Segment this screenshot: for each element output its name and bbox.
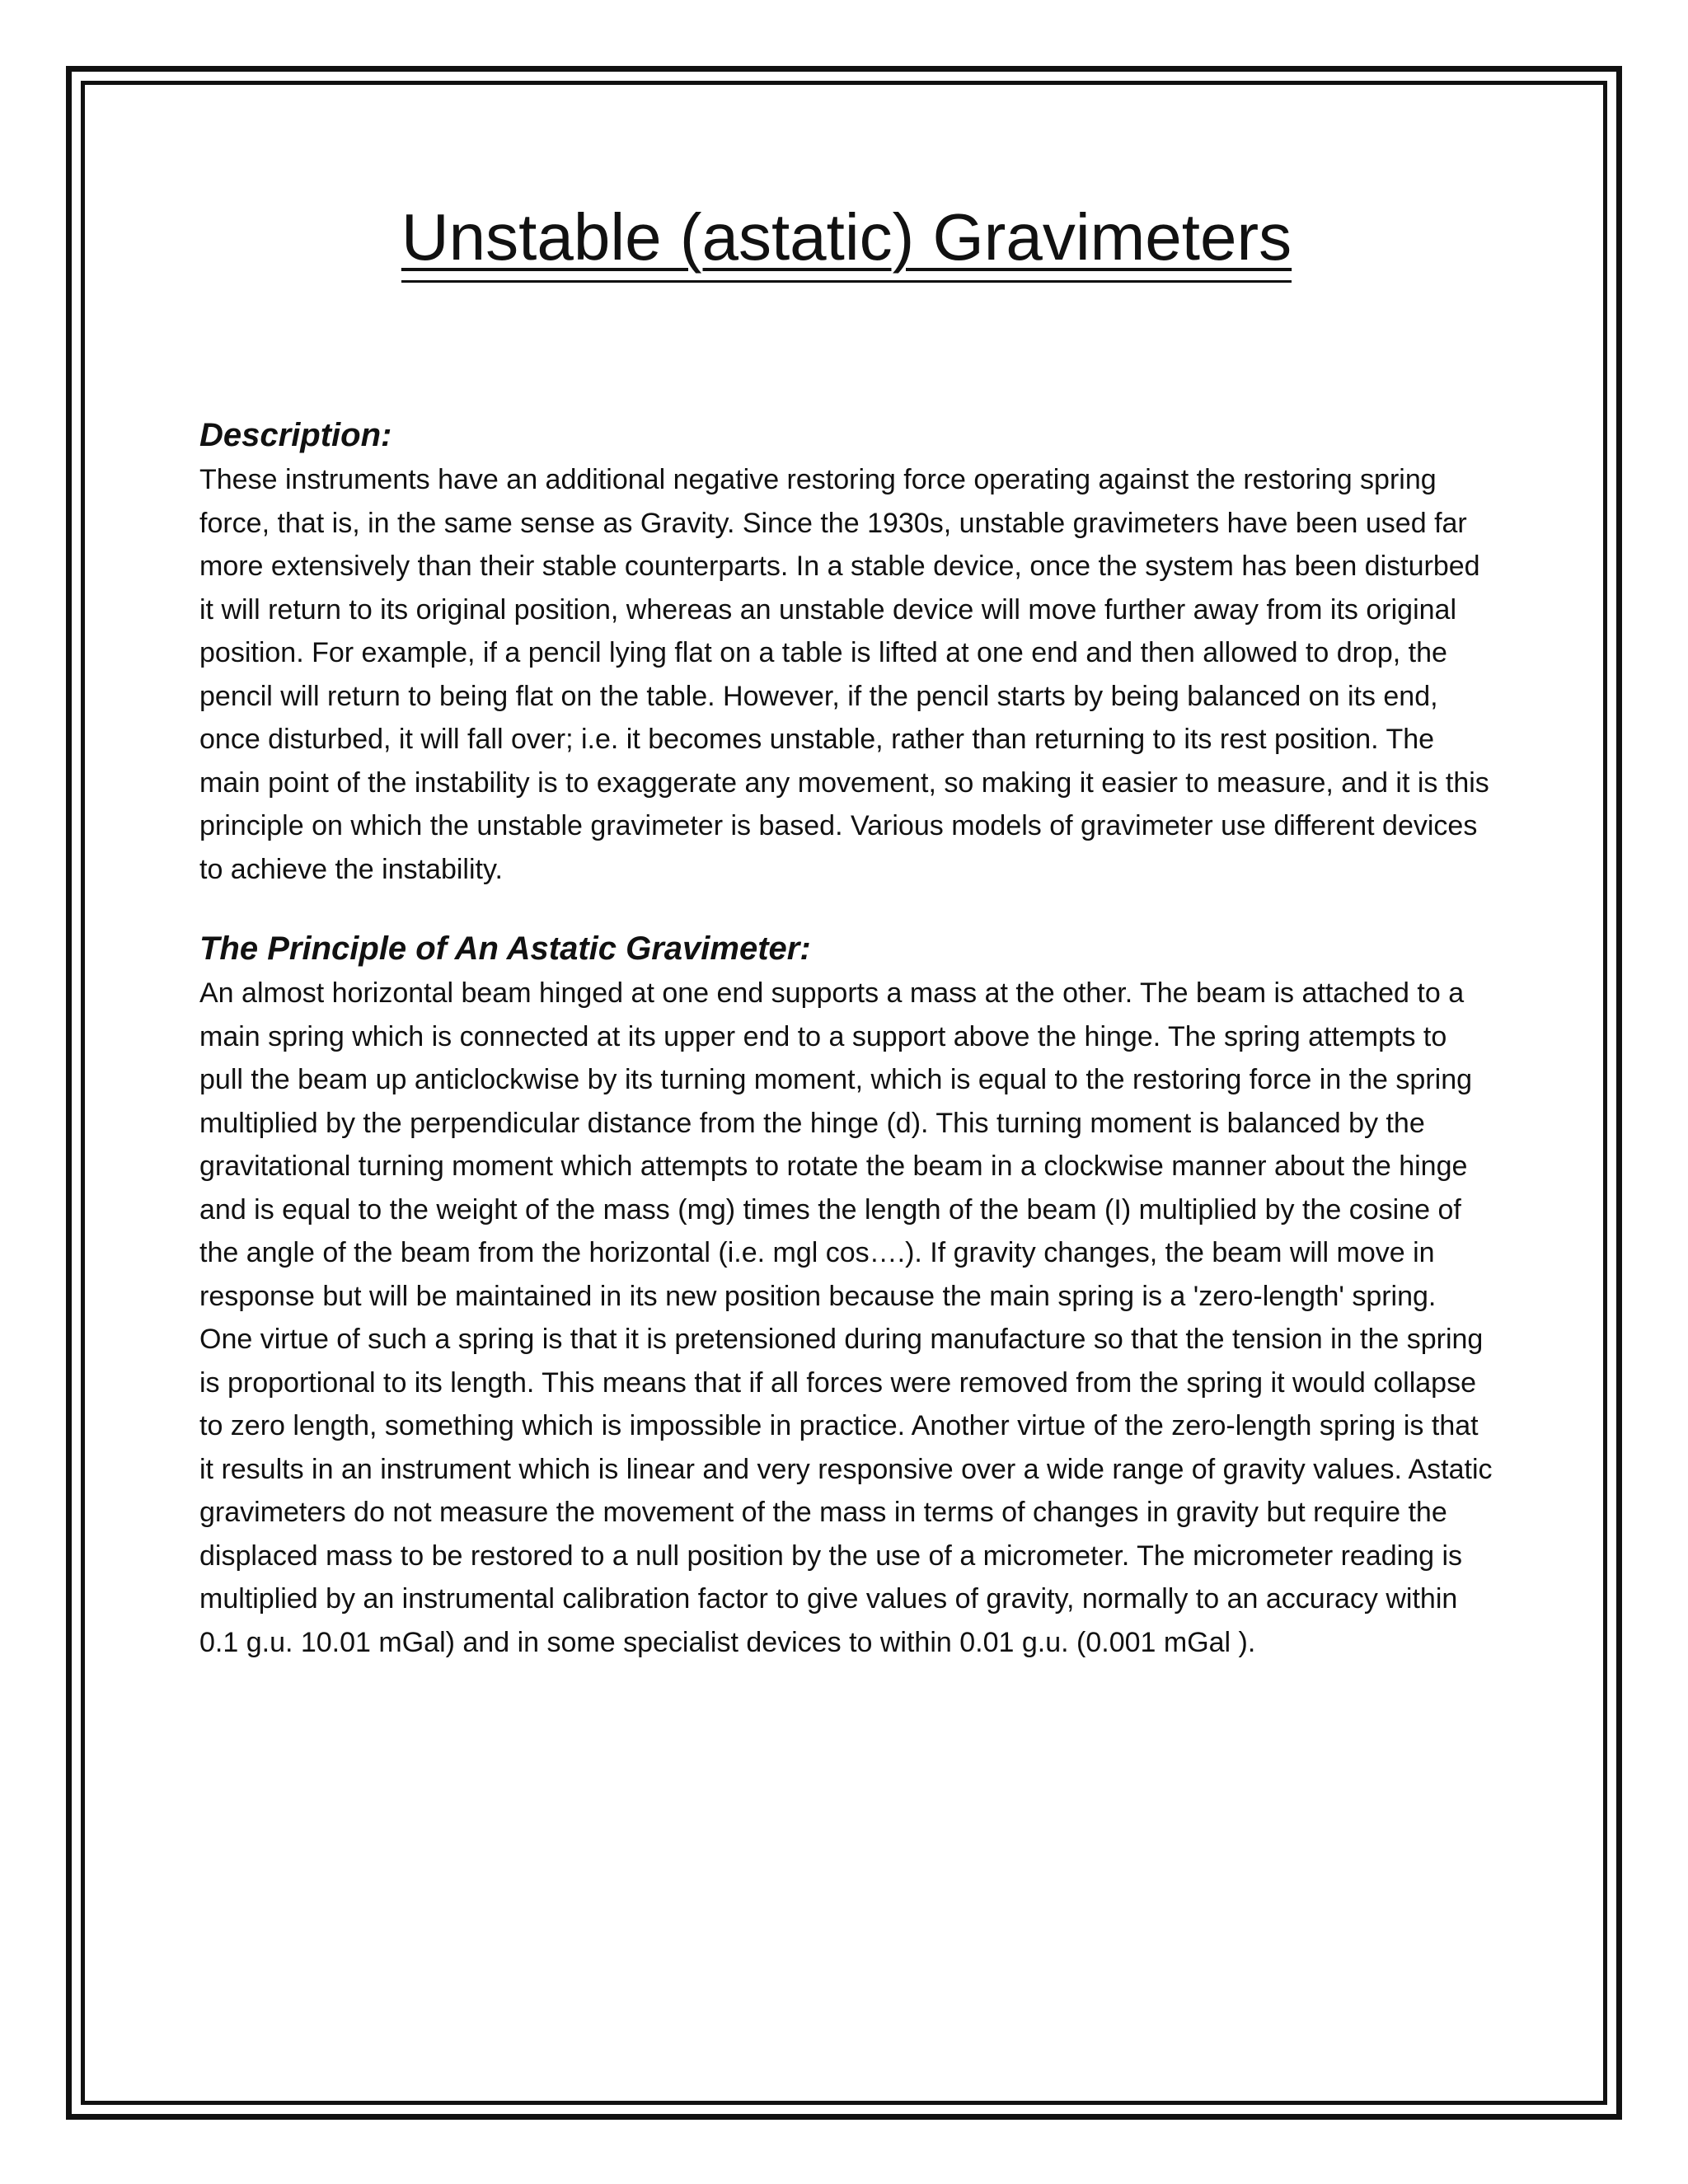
section-principle: [199, 927, 1493, 1664]
section-body-description: These instruments have an additional negative restoring force operating against the restoring spring force, that is, in the same sense as Gravity. Since the 1930s, unstable gravimeters have been used far more extensively than their stable counterparts. In a stable device, once the system has been disturbed it will return to its original position, whereas an unstable device will move further away from its original position. For example, if a pencil lying flat on a table is lifted at one end and then allowed to drop, the pencil will return to being flat on the table. However, if the pencil starts by being balanced on its end, once disturbed, it will fall over; i.e. it becomes unstable, rather than returning to its rest position. The main point of the instability is to exaggerate any movement, so making it easier to measure, and it is this principle on which the unstable gravimeter is based. Various models of gravimeter use different devices to achieve the instability.: [199, 464, 1489, 885]
section-description: [199, 414, 1493, 891]
document-content: [199, 198, 1493, 1664]
page-title: [199, 198, 1493, 277]
section-heading-description: Description:: [199, 417, 392, 453]
section-heading-principle: The Principle of An Astatic Gravimeter:: [199, 930, 811, 967]
page-title-text: Unstable (astatic) Gravimeters: [401, 200, 1292, 283]
section-body-principle: An almost horizontal beam hinged at one end supports a mass at the other. The beam is attached to a main spring which is connected at its upper end to a support above the hinge. The spring attempts to pull the beam up anticlockwise by its turning moment, which is equal to the restoring force in the spring multiplied by the perpendicular distance from the hinge (d). This turning moment is balanced by the gravitational turning moment which attempts to rotate the beam in a clockwise manner about the hinge and is equal to the weight of the mass (mg) times the length of the beam (I) multiplied by the cosine of the angle of the beam from the horizontal (i.e. mgl cos….). If gravity changes, the beam will move in response but will be maintained in its new position because the main spring is a 'zero-length' spring. One virtue of such a spring is that it is pretensioned during manufacture so that the tension in the spring is proportional to its length. This means that if all forces were removed from the spring it would collapse to zero length, something which is impossible in practice. Another virtue of the zero-length spring is that it results in an instrument which is linear and very responsive over a wide range of gravity values. Astatic gravimeters do not measure the movement of the mass in terms of changes in gravity but require the displaced mass to be restored to a null position by the use of a micrometer. The micrometer reading is multiplied by an instrumental calibration factor to give values of gravity, normally to an accuracy within 0.1 g.u. 10.01 mGal) and in some specialist devices to within 0.01 g.u. (0.001 mGal ).: [199, 977, 1493, 1658]
